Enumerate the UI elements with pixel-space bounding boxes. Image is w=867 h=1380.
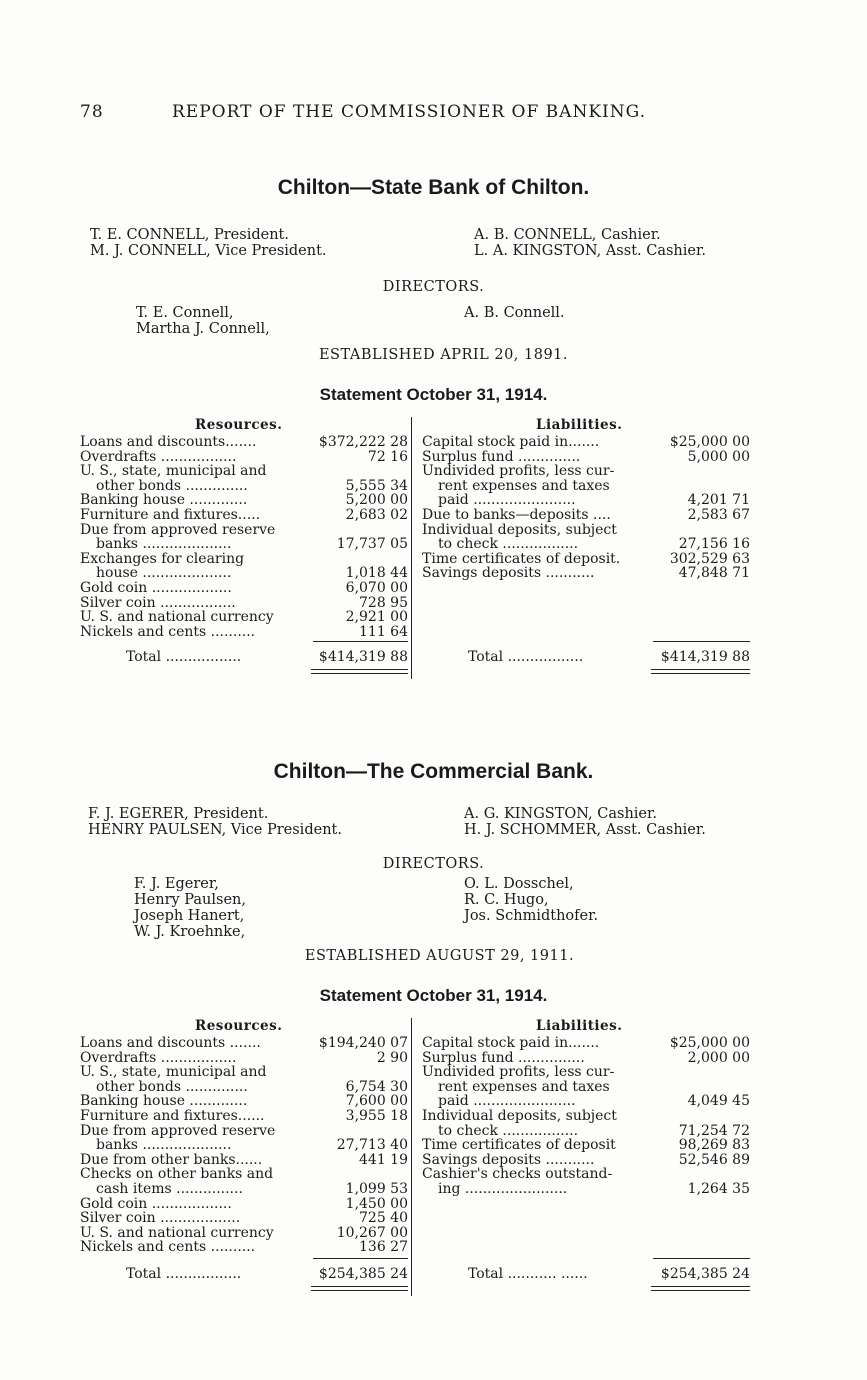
total-label: Total ........... ......: [468, 1266, 588, 1282]
column-divider: [411, 417, 412, 679]
liability-row: [422, 508, 750, 523]
double-rule: [311, 669, 408, 674]
officers-left: [90, 227, 327, 259]
line-item-label: Loans and discounts .......: [80, 1035, 261, 1051]
line-item-label: Savings deposits ...........: [422, 565, 595, 582]
line-item-label: U. S., state, municipal and: [80, 1064, 267, 1081]
line-item-amount: 2,583 67: [687, 506, 750, 523]
resource-row: [80, 1211, 408, 1226]
line-item-label: to check .................: [438, 536, 579, 553]
line-item-amount: 1,018 44: [345, 565, 408, 582]
officers: [0, 806, 867, 840]
line-item-label: Overdrafts .................: [80, 1049, 237, 1066]
line-item-amount: 728 95: [359, 594, 408, 611]
liability-row: [422, 450, 750, 465]
total-rule: [653, 1258, 750, 1259]
line-item-amount: 6,070 00: [345, 579, 408, 596]
resource-row: [80, 1182, 408, 1197]
line-item-label: rent expenses and taxes: [438, 1078, 610, 1095]
liability-row: [422, 435, 750, 450]
line-item-amount: 5,200 00: [345, 492, 408, 509]
line-item-label: Undivided profits, less cur-: [422, 1064, 615, 1081]
liability-row: [422, 552, 750, 567]
line-item-amount: 4,201 71: [687, 492, 750, 509]
resources-heading: Resources.: [195, 417, 283, 433]
resource-row: [80, 1197, 408, 1212]
resources-heading: Resources.: [195, 1018, 283, 1034]
line-item-label: house ....................: [96, 565, 232, 582]
line-item-label: Nickels and cents ..........: [80, 1239, 256, 1256]
liability-row: [422, 1153, 750, 1168]
resource-row: [80, 1080, 408, 1095]
resource-row: [80, 1109, 408, 1124]
resource-row: [80, 581, 408, 596]
resource-row: [80, 566, 408, 581]
officer: A. B. CONNELL, Cashier.: [474, 227, 661, 243]
directors-right: [464, 876, 598, 924]
resource-row: [80, 450, 408, 465]
liability-row: [422, 1167, 750, 1182]
line-item-label: Banking house .............: [80, 492, 248, 509]
column-divider: [411, 1018, 412, 1296]
resource-row: [80, 1167, 408, 1182]
liabilities-list: [422, 435, 750, 581]
line-item-amount: 5,000 00: [687, 448, 750, 465]
resource-row: [80, 537, 408, 552]
resource-row: [80, 479, 408, 494]
resource-row: [80, 1094, 408, 1109]
line-item-amount: 4,049 45: [687, 1093, 750, 1110]
resource-row: [80, 1138, 408, 1153]
line-item-amount: 72 16: [367, 448, 408, 465]
line-item-amount: 5,555 34: [345, 477, 408, 494]
line-item-label: Furniture and fixtures......: [80, 1107, 265, 1124]
financial-statement: [0, 1018, 867, 1308]
line-item-amount: 17,737 05: [336, 536, 408, 553]
total-rule: [653, 641, 750, 642]
liability-row: [422, 1036, 750, 1051]
resource-row: [80, 1036, 408, 1051]
line-item-label: Banking house .............: [80, 1093, 248, 1110]
bank-section-commercial-bank: [0, 760, 867, 1308]
line-item-label: Gold coin ..................: [80, 579, 232, 596]
director: T. E. Connell,: [136, 305, 234, 321]
liabilities-total: $414,319 88: [660, 649, 750, 665]
statement-title: Statement October 31, 1914.: [319, 986, 548, 1005]
total-label: Total .................: [126, 1266, 242, 1282]
line-item-amount: 27,713 40: [336, 1137, 408, 1154]
directors-right: [464, 305, 565, 321]
officer: A. G. KINGSTON, Cashier.: [464, 806, 657, 822]
line-item-amount: 1,450 00: [345, 1195, 408, 1212]
resource-row: [80, 1124, 408, 1139]
liability-row: [422, 1124, 750, 1139]
liability-row: [422, 493, 750, 508]
line-item-label: Time certificates of deposit: [422, 1137, 616, 1154]
directors-heading: DIRECTORS.: [382, 279, 485, 295]
resource-row: [80, 1226, 408, 1241]
line-item-amount: 2,000 00: [687, 1049, 750, 1066]
line-item-label: paid .......................: [438, 492, 576, 509]
liabilities-total: $254,385 24: [660, 1266, 750, 1282]
resource-row: [80, 1240, 408, 1255]
resource-row: [80, 523, 408, 538]
line-item-label: Surplus fund ..............: [422, 448, 581, 465]
liability-row: [422, 1051, 750, 1066]
officers-right: [474, 227, 706, 259]
liability-row: [422, 464, 750, 479]
line-item-label: Individual deposits, subject: [422, 1107, 617, 1124]
liability-row: [422, 1080, 750, 1095]
line-item-label: U. S. and national currency: [80, 1224, 274, 1241]
line-item-amount: 7,600 00: [345, 1093, 408, 1110]
line-item-amount: 136 27: [359, 1239, 408, 1256]
resources-list: [80, 435, 408, 639]
line-item-label: Nickels and cents ..........: [80, 623, 256, 640]
directors-left: [136, 305, 270, 337]
officer: HENRY PAULSEN, Vice President.: [88, 822, 342, 838]
resource-row: [80, 1153, 408, 1168]
line-item-label: Undivided profits, less cur-: [422, 463, 615, 480]
officers: [0, 227, 867, 261]
line-item-amount: 1,264 35: [687, 1180, 750, 1197]
line-item-amount: 441 19: [359, 1151, 408, 1168]
resource-row: [80, 1065, 408, 1080]
bank-section-state-bank: [0, 176, 867, 687]
line-item-amount: $25,000 00: [669, 434, 750, 450]
directors-heading: DIRECTORS.: [382, 856, 485, 872]
line-item-label: Silver coin .................: [80, 594, 236, 611]
line-item-label: U. S. and national currency: [80, 609, 274, 626]
resource-row: [80, 552, 408, 567]
liabilities-heading: Liabilities.: [536, 1018, 623, 1034]
total-label: Total .................: [126, 649, 242, 665]
line-item-label: cash items ...............: [96, 1180, 243, 1197]
double-rule: [651, 1286, 750, 1291]
resource-row: [80, 493, 408, 508]
line-item-label: Due from approved reserve: [80, 1122, 276, 1139]
line-item-label: Savings deposits ...........: [422, 1151, 595, 1168]
officer: H. J. SCHOMMER, Asst. Cashier.: [464, 822, 706, 838]
line-item-amount: 111 64: [359, 623, 408, 640]
bank-title: Chilton—State Bank of Chilton.: [277, 176, 590, 199]
line-item-amount: 52,546 89: [678, 1151, 750, 1168]
line-item-label: Exchanges for clearing: [80, 550, 245, 567]
statement-title: Statement October 31, 1914.: [319, 385, 548, 404]
resource-row: [80, 508, 408, 523]
established-date: ESTABLISHED AUGUST 29, 1911.: [304, 948, 575, 964]
line-item-label: other bonds ..............: [96, 477, 248, 494]
resources-total: $254,385 24: [318, 1266, 408, 1282]
line-item-label: Furniture and fixtures.....: [80, 506, 261, 523]
running-head-title: REPORT OF THE COMMISSIONER OF BANKING.: [172, 102, 646, 122]
line-item-amount: 71,254 72: [678, 1122, 750, 1139]
line-item-label: Capital stock paid in.......: [422, 434, 600, 450]
line-item-amount: 3,955 18: [345, 1107, 408, 1124]
director: Henry Paulsen,: [134, 892, 246, 908]
liabilities-list: [422, 1036, 750, 1197]
officers-right: [464, 806, 706, 838]
liability-row: [422, 1094, 750, 1109]
resources-list: [80, 1036, 408, 1255]
resource-row: [80, 464, 408, 479]
directors: [0, 305, 867, 339]
line-item-amount: 302,529 63: [669, 550, 750, 567]
total-label: Total .................: [468, 649, 584, 665]
line-item-amount: 2 90: [376, 1049, 408, 1066]
resource-row: [80, 596, 408, 611]
officers-left: [88, 806, 342, 838]
line-item-amount: 47,848 71: [678, 565, 750, 582]
director: O. L. Dosschel,: [464, 876, 574, 892]
director: A. B. Connell.: [464, 305, 565, 321]
line-item-label: banks ....................: [96, 536, 232, 553]
line-item-amount: 725 40: [359, 1210, 408, 1227]
liability-row: [422, 1065, 750, 1080]
line-item-amount: 2,921 00: [345, 609, 408, 626]
liability-row: [422, 537, 750, 552]
line-item-label: Cashier's checks outstand-: [422, 1166, 613, 1183]
resource-row: [80, 1051, 408, 1066]
officer: T. E. CONNELL, President.: [90, 227, 289, 243]
resource-row: [80, 435, 408, 450]
line-item-label: Due from other banks......: [80, 1151, 263, 1168]
line-item-amount: 2,683 02: [345, 506, 408, 523]
director: Joseph Hanert,: [134, 908, 245, 924]
line-item-amount: 1,099 53: [345, 1180, 408, 1197]
director: R. C. Hugo,: [464, 892, 549, 908]
line-item-amount: $194,240 07: [318, 1035, 408, 1051]
line-item-label: Individual deposits, subject: [422, 521, 617, 538]
officer: F. J. EGERER, President.: [88, 806, 269, 822]
liability-row: [422, 1138, 750, 1153]
line-item-label: Capital stock paid in.......: [422, 1035, 600, 1051]
resources-total: $414,319 88: [318, 649, 408, 665]
line-item-label: rent expenses and taxes: [438, 477, 610, 494]
directors-left: [134, 876, 246, 940]
total-rule: [313, 1258, 408, 1259]
financial-statement: [0, 417, 867, 687]
officer: M. J. CONNELL, Vice President.: [90, 243, 327, 259]
line-item-amount: 27,156 16: [678, 536, 750, 553]
liability-row: [422, 523, 750, 538]
page-number: 78: [80, 102, 104, 122]
officer: L. A. KINGSTON, Asst. Cashier.: [474, 243, 706, 259]
line-item-label: ing .......................: [438, 1180, 568, 1197]
line-item-label: paid .......................: [438, 1093, 576, 1110]
double-rule: [651, 669, 750, 674]
liability-row: [422, 566, 750, 581]
total-rule: [313, 641, 408, 642]
liabilities-heading: Liabilities.: [536, 417, 623, 433]
line-item-amount: 6,754 30: [345, 1078, 408, 1095]
director: W. J. Kroehnke,: [134, 924, 246, 940]
line-item-amount: 98,269 83: [678, 1137, 750, 1154]
line-item-label: Surplus fund ...............: [422, 1049, 585, 1066]
established-date: ESTABLISHED APRIL 20, 1891.: [318, 347, 569, 363]
director: Jos. Schmidthofer.: [464, 908, 599, 924]
double-rule: [311, 1286, 408, 1291]
line-item-label: banks ....................: [96, 1137, 232, 1154]
line-item-label: other bonds ..............: [96, 1078, 248, 1095]
resource-row: [80, 610, 408, 625]
line-item-amount: $372,222 28: [318, 434, 408, 450]
line-item-amount: 10,267 00: [336, 1224, 408, 1241]
resource-row: [80, 625, 408, 640]
liability-row: [422, 479, 750, 494]
directors: [0, 876, 867, 940]
bank-title: Chilton—The Commercial Bank.: [273, 760, 594, 783]
line-item-label: Overdrafts .................: [80, 448, 237, 465]
director: F. J. Egerer,: [134, 876, 219, 892]
liability-row: [422, 1182, 750, 1197]
line-item-label: Checks on other banks and: [80, 1166, 274, 1183]
liability-row: [422, 1109, 750, 1124]
line-item-label: Due to banks—deposits ....: [422, 506, 611, 523]
line-item-amount: $25,000 00: [669, 1035, 750, 1051]
line-item-label: Silver coin ..................: [80, 1210, 241, 1227]
line-item-label: Loans and discounts.......: [80, 434, 257, 450]
line-item-label: to check .................: [438, 1122, 579, 1139]
line-item-label: Time certificates of deposit.: [422, 550, 621, 567]
line-item-label: Due from approved reserve: [80, 521, 276, 538]
line-item-label: U. S., state, municipal and: [80, 463, 267, 480]
line-item-label: Gold coin ..................: [80, 1195, 232, 1212]
director: Martha J. Connell,: [136, 321, 270, 337]
